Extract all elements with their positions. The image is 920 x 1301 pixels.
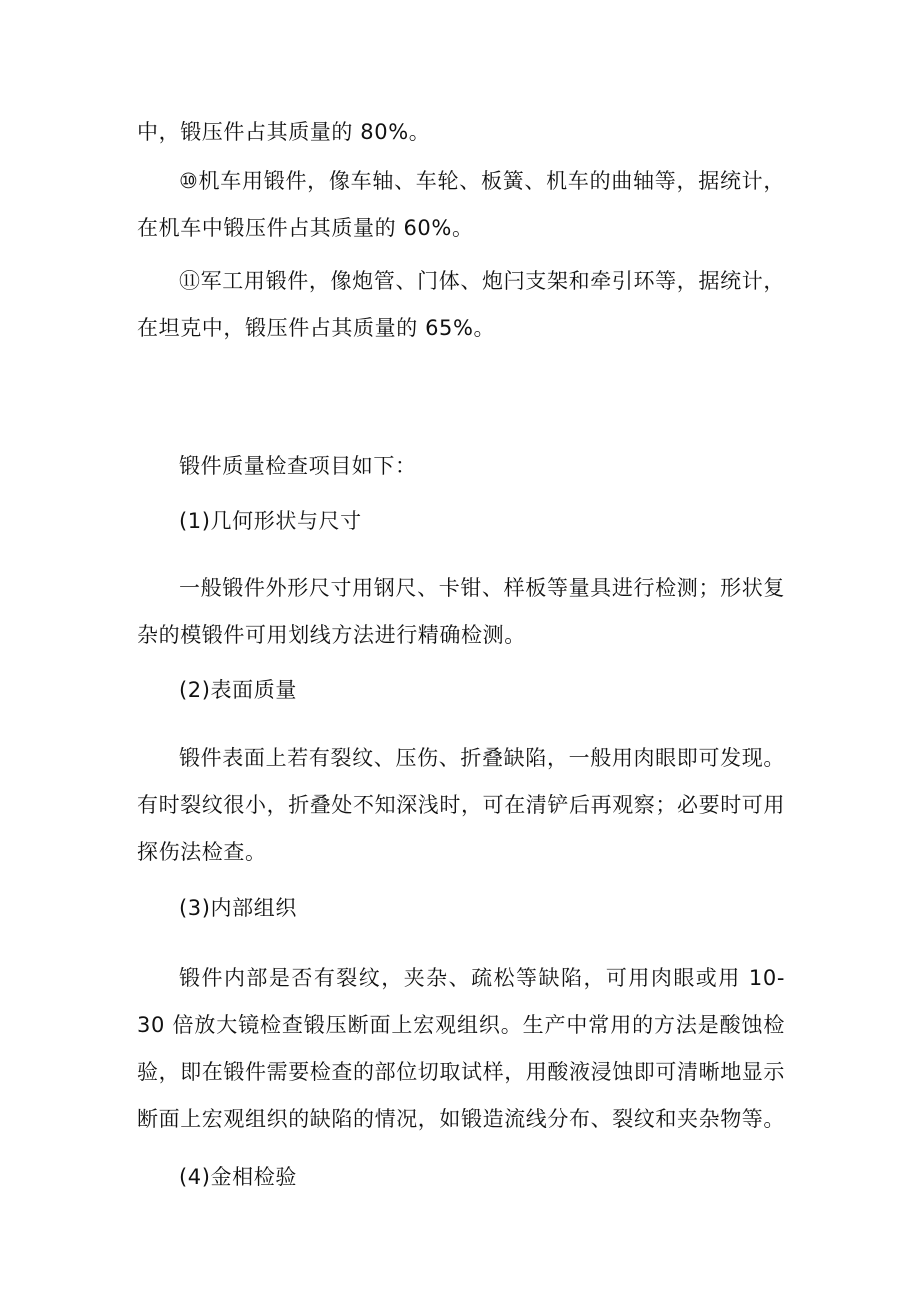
paragraph-surface-inspection: 锻件表面上若有裂纹、压伤、折叠缺陷，一般用肉眼即可发现。有时裂纹很小，折叠处不知深浅时，可在清铲后再观察；必要时可用探伤法检查。 [137, 746, 785, 864]
paragraph-geometry-inspection: 一般锻件外形尺寸用钢尺、卡钳、样板等量具进行检测；形状复杂的模锻件可用划线方法进行精确检测。 [137, 576, 785, 647]
item-heading-internal-structure: (3)内部组织 [179, 896, 297, 920]
paragraph-military-forgings: ⑪军工用锻件，像炮管、门体、炮闩支架和牵引环等，据统计，在坦克中，锻压件占其质量的 65%。 [137, 269, 785, 340]
item-heading-geometry: (1)几何形状与尺寸 [179, 509, 362, 533]
item-heading-metallographic: (4)金相检验 [179, 1165, 297, 1189]
paragraph-internal-inspection: 锻件内部是否有裂纹，夹杂、疏松等缺陷，可用肉眼或用 10-30 倍放大镜检查锻压断面上宏观组织。生产中常用的方法是酸蚀检验，即在锻件需要检查的部位切取试样，用酸液浸蚀即可清晰地显示断面上宏观组织的缺陷的情况，如锻造流线分布、裂纹和夹杂物等。 [137, 966, 785, 1131]
section-title-quality-inspection: 锻件质量检查项目如下： [179, 454, 417, 478]
paragraph-locomotive-forgings: ⑩机车用锻件，像车轴、车轮、板簧、机车的曲轴等，据统计，在机车中锻压件占其质量的 60%。 [137, 169, 785, 240]
item-heading-surface-quality: (2)表面质量 [179, 678, 297, 702]
paragraph-forging-ratio-end: 中，锻压件占其质量的 80%。 [137, 120, 431, 144]
